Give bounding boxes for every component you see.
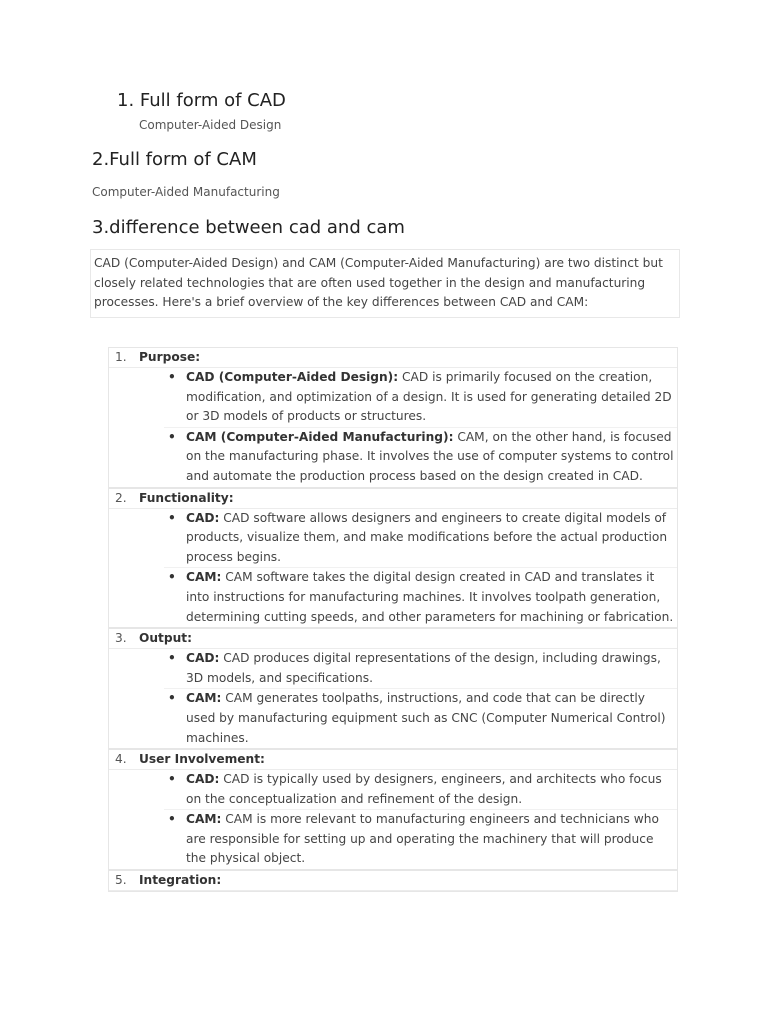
bullet-label: CAD: — [186, 772, 220, 787]
bullet-text: CAD produces digital representations of the design, including drawings, 3D models, and specifications. — [186, 651, 661, 685]
cam-full-form-text: Computer-Aided Manufacturing — [92, 185, 280, 199]
bullet-label: CAD: — [186, 510, 220, 525]
heading-full-form-cad: 1. Full form of CAD — [117, 90, 286, 111]
intro-text: CAD (Computer-Aided Design) and CAM (Computer-Aided Manufacturing) are two distinct but closely related technologies that are often used together in the design and manufacturing processes. Here's a brief overview of the key differences between CAD and CAM: — [94, 256, 663, 310]
bullet-item — [164, 689, 677, 748]
bullet-label: CAD: — [186, 651, 220, 666]
bullet-label: CAM (Computer-Aided Manufacturing): — [186, 429, 454, 444]
point-heading — [109, 489, 677, 509]
list-item — [108, 749, 678, 870]
bullet-item — [164, 509, 677, 569]
bullet-icon: • — [168, 570, 176, 585]
heading-difference: 3.difference between cad and cam — [92, 217, 405, 238]
bullet-list — [109, 368, 677, 487]
bullet-text: CAD is primarily focused on the creation, modification, and optimization of a design. It is used for generating detailed 2D or 3D models of products or structures. — [186, 370, 672, 424]
bullet-list — [109, 649, 677, 748]
point-heading — [109, 629, 677, 649]
bullet-icon: • — [168, 429, 176, 444]
bullet-item — [164, 368, 677, 428]
bullet-label: CAM: — [186, 691, 222, 706]
bullet-icon: • — [168, 691, 176, 706]
bullet-text: CAM generates toolpaths, instructions, and code that can be directly used by manufacturing equipment such as CNC (Computer Numerical Control) machines. — [186, 691, 666, 745]
point-heading — [109, 750, 677, 770]
bullet-icon: • — [168, 812, 176, 827]
list-item — [108, 628, 678, 749]
bullet-item — [164, 770, 677, 810]
bullet-icon: • — [168, 772, 176, 787]
bullet-item — [164, 810, 677, 869]
point-title: Functionality: — [139, 490, 234, 505]
bullet-label: CAD (Computer-Aided Design): — [186, 370, 399, 384]
list-item — [108, 870, 678, 892]
point-number: 4. — [115, 752, 127, 767]
bullet-text: CAD software allows designers and engineers to create digital models of products, visualize them, and make modifications before the actual production process begins. — [186, 510, 668, 564]
bullet-item — [164, 568, 677, 627]
point-number: 5. — [115, 873, 127, 888]
bullet-icon: • — [168, 651, 176, 666]
differences-list — [108, 347, 678, 892]
bullet-text: CAM, on the other hand, is focused on the manufacturing phase. It involves the use of computer systems to control and automate the production process based on the design created in CAD. — [186, 429, 674, 483]
bullet-item — [164, 428, 677, 487]
cad-full-form-text: Computer-Aided Design — [139, 118, 282, 132]
point-number: 2. — [115, 490, 127, 505]
heading-full-form-cam: 2.Full form of CAM — [92, 149, 257, 170]
point-heading — [109, 871, 677, 891]
point-number: 3. — [115, 631, 127, 646]
point-title: Output: — [139, 631, 192, 646]
point-heading — [109, 348, 677, 368]
bullet-icon: • — [168, 370, 176, 384]
bullet-list — [109, 509, 677, 628]
point-title: User Involvement: — [139, 752, 265, 767]
bullet-item — [164, 649, 677, 689]
bullet-text: CAD is typically used by designers, engineers, and architects who focus on the conceptualization and refinement of the design. — [186, 772, 662, 806]
bullet-icon: • — [168, 510, 176, 525]
point-title: Integration: — [139, 873, 222, 888]
point-title: Purpose: — [139, 350, 201, 364]
bullet-list — [109, 770, 677, 869]
point-number: 1. — [115, 350, 127, 364]
intro-paragraph — [90, 249, 680, 318]
bullet-label: CAM: — [186, 570, 222, 585]
bullet-label: CAM: — [186, 812, 222, 827]
list-item — [108, 488, 678, 629]
bullet-text: CAM is more relevant to manufacturing engineers and technicians who are responsible for setting up and operating the machinery that will produce the physical object. — [186, 812, 659, 866]
bullet-text: CAM software takes the digital design created in CAD and translates it into instructions for manufacturing machines. It involves toolpath generation, determining cutting speeds, and other parameters for machining or fabrication. — [186, 570, 674, 624]
list-item — [108, 347, 678, 488]
